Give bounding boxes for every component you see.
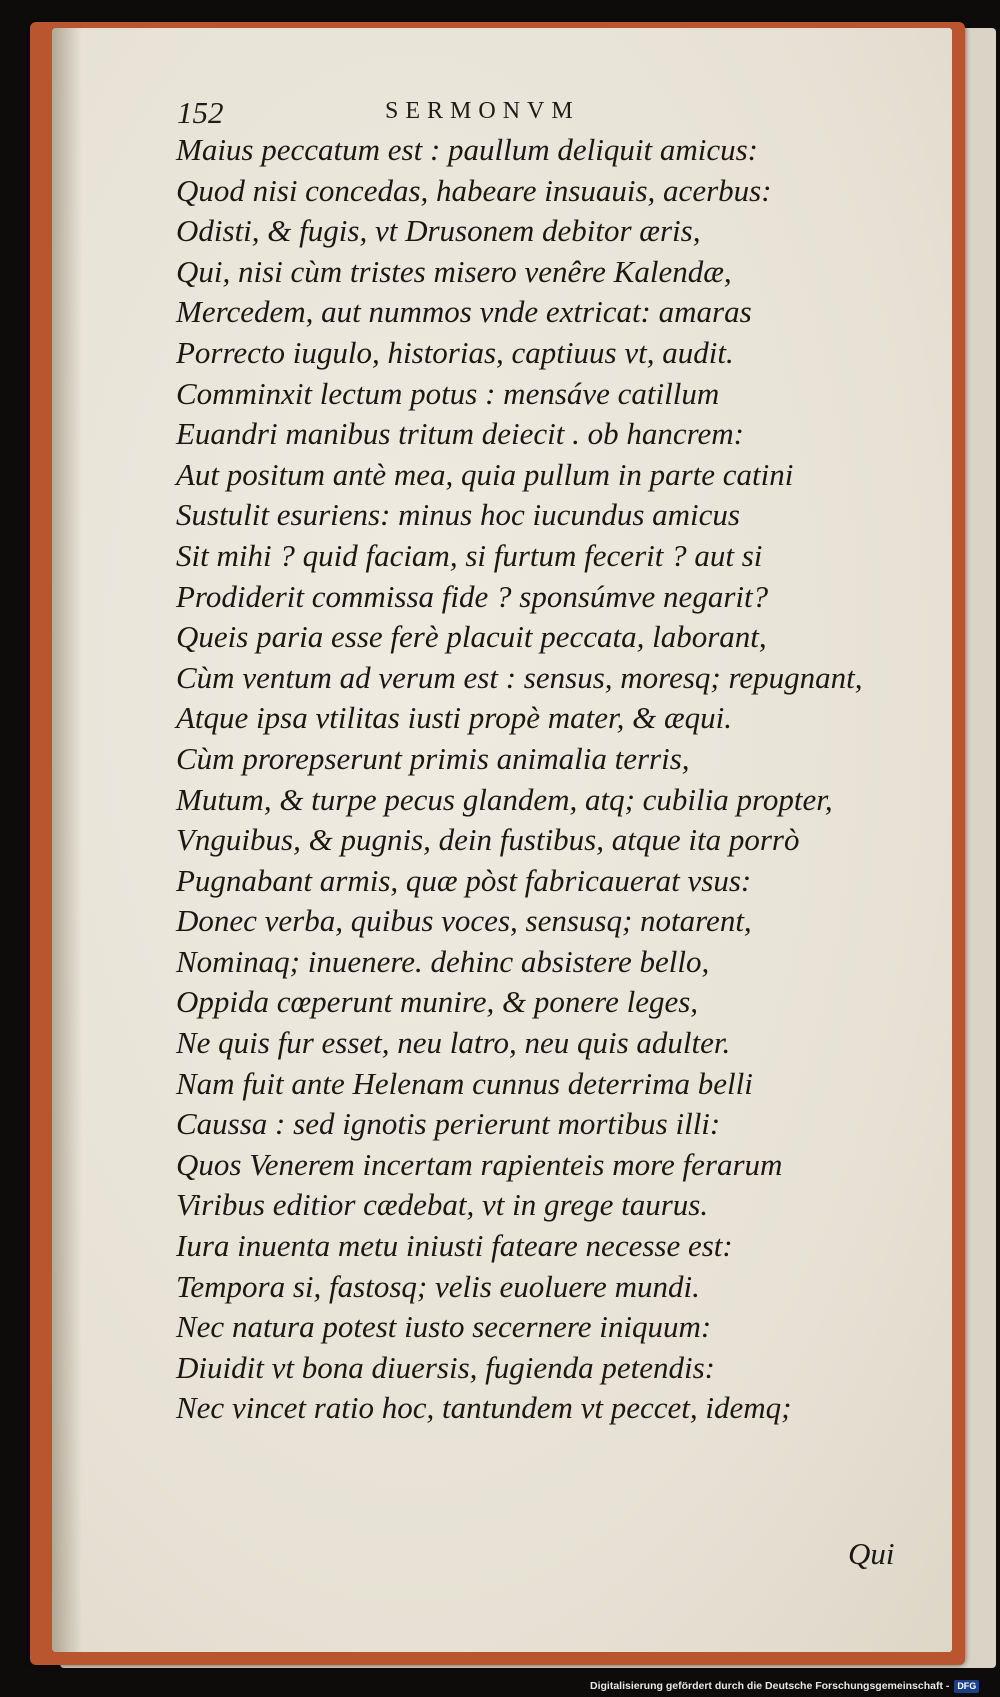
verse-line: Odisti, & fugis, vt Drusonem debitor æris,	[176, 213, 701, 249]
verse-line: Maius peccatum est : paullum deliquit amicus:	[176, 132, 759, 167]
verse-line: Vnguibus, & pugnis, dein fustibus, atque ita porrò	[176, 822, 800, 858]
verse-line: Sustulit esuriens: minus hoc iucundus amicus	[176, 497, 740, 533]
verse-line: Ne quis fur esset, neu latro, neu quis adulter.	[176, 1025, 731, 1061]
verse-line: Oppida cœperunt munire, & ponere leges,	[176, 984, 699, 1020]
verse-line: Quos Venerem incertam rapienteis more ferarum	[176, 1146, 783, 1182]
page-number: 152	[177, 95, 224, 130]
catchword: Qui	[848, 1536, 895, 1571]
verse-line: Atque ipsa vtilitas iusti propè mater, & æqui.	[176, 700, 732, 736]
verse-line: Diuidit vt bona diuersis, fugienda petendis:	[176, 1349, 716, 1385]
verse-line: Comminxit lectum potus : mensáve catillum	[176, 375, 720, 411]
verse-text-block	[176, 130, 876, 1429]
credit-text: Digitalisierung gefördert durch die Deutsche Forschungsgemeinschaft -	[590, 1680, 950, 1692]
verse-line: Viribus editior cædebat, vt in grege taurus.	[176, 1187, 709, 1223]
verse-line: Prodiderit commissa fide ? sponsúmve negarit?	[176, 578, 769, 614]
verse-line: Nec natura potest iusto secernere iniquum:	[176, 1309, 712, 1345]
verse-line: Tempora si, fastosq; velis euoluere mundi.	[176, 1268, 700, 1304]
verse-line: Mercedem, aut nummos vnde extricat: amaras	[176, 294, 752, 330]
verse-line: Nominaq; inuenere. dehinc absistere bello,	[176, 943, 710, 979]
gutter-shadow	[52, 28, 82, 1652]
page-header	[177, 95, 697, 135]
verse-line: Nec vincet ratio hoc, tantundem vt peccet, idemq;	[176, 1390, 792, 1426]
verse-line: Nam fuit ante Helenam cunnus deterrima belli	[176, 1065, 753, 1101]
verse-line: Mutum, & turpe pecus glandem, atq; cubilia propter,	[176, 781, 833, 817]
verse-line: Cùm prorepserunt primis animalia terris,	[176, 740, 690, 776]
verse-line: Cùm ventum ad verum est : sensus, moresq; repugnant,	[176, 659, 863, 695]
verse-line: Pugnabant armis, quæ pòst fabricauerat vsus:	[176, 862, 752, 898]
verse-line: Porrecto iugulo, historias, captiuus vt, audit.	[176, 334, 734, 370]
digitization-credit	[590, 1677, 998, 1695]
verse-line: Sit mihi ? quid faciam, si furtum fecerit ? aut si	[176, 537, 763, 573]
verse-line: Quod nisi concedas, habeare insuauis, acerbus:	[176, 172, 772, 208]
verse-line: Donec verba, quibus voces, sensusq; notarent,	[176, 903, 752, 939]
verse-line: Caussa : sed ignotis perierunt mortibus illi:	[176, 1106, 721, 1142]
dfg-logo: DFG	[954, 1680, 979, 1693]
verse-line: Qui, nisi cùm tristes misero venêre Kalendæ,	[176, 253, 732, 289]
verse-line: Iura inuenta metu iniusti fateare necesse est:	[176, 1228, 733, 1264]
verse-line: Aut positum antè mea, quia pullum in parte catini	[176, 456, 794, 492]
verse-line: Euandri manibus tritum deiecit . ob hancrem:	[176, 416, 744, 452]
verse-line: Queis paria esse ferè placuit peccata, laborant,	[176, 619, 767, 655]
running-head: SERMONVM	[385, 98, 580, 124]
